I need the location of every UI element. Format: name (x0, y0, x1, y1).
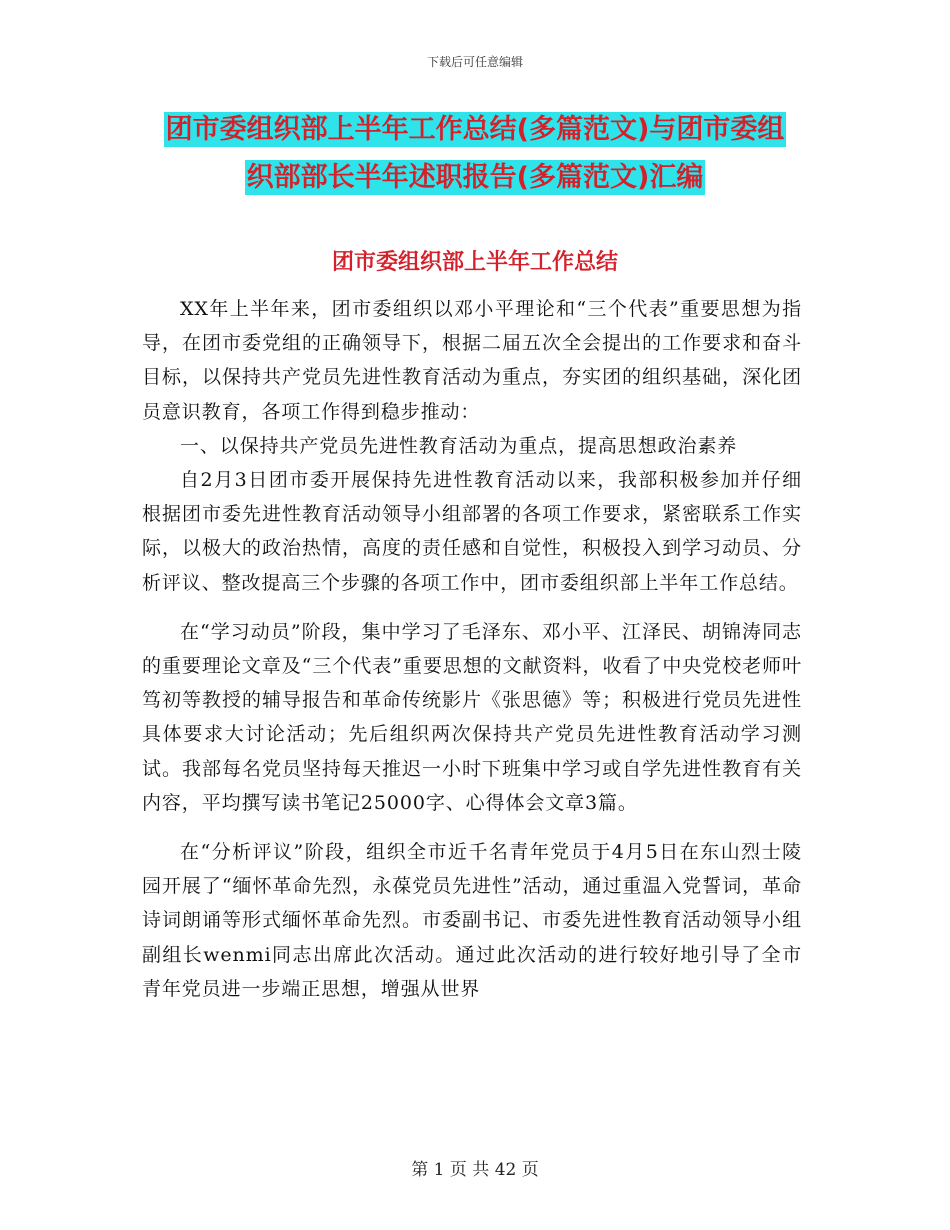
document-title-line-1: 团市委组织部上半年工作总结(多篇范文)与团市委组 (165, 114, 785, 145)
document-title (0, 106, 950, 202)
paragraph-intro: XX年上半年来，团市委组织以邓小平理论和“三个代表”重要思想为指导，在团市委党组的正确领导下，根据二届五次全会提出的工作要求和奋斗目标，以保持共产党员先进性教育活动为重点，夯实团的组织基础，深化团员意识教育，各项工作得到稳步推动： (142, 298, 802, 423)
section-title: 团市委组织部上半年工作总结 (331, 250, 618, 275)
paragraph-review-stage: 在“分析评议”阶段，组织全市近千名青年党员于4月5日在东山烈士陵园开展了“缅怀革命先烈，永葆党员先进性”活动，通过重温入党誓词，革命诗词朗诵等形式缅怀革命先烈。市委副书记、市委先进性教育活动领导小组副组长wenmi同志出席此次活动。通过此次活动的进行较好地引导了全市青年党员进一步端正思想，增强从世界 (142, 841, 802, 1000)
paragraph-study-stage: 在“学习动员”阶段，集中学习了毛泽东、邓小平、江泽民、胡锦涛同志的重要理论文章及“三个代表”重要思想的文献资料，收看了中央党校老师叶笃初等教授的辅导报告和革命传统影片《张思德》等；积极进行党员先进性具体要求大讨论活动；先后组织两次保持共产党员先进性教育活动学习测试。我部每名党员坚持每天推迟一小时下班集中学习或自学先进性教育有关内容，平均撰写读书笔记25000字、心得体会文章3篇。 (142, 620, 802, 814)
paragraph-heading-one: 一、以保持共产党员先进性教育活动为重点，提高思想政治素养 (180, 434, 738, 457)
page-header-note: 下载后可任意编辑 (426, 55, 523, 69)
page-number-footer: 第 1 页 共 42 页 (411, 1160, 539, 1180)
document-body (142, 292, 802, 1006)
document-title-line-2: 织部部长半年述职报告(多篇范文)汇编 (246, 162, 704, 193)
paragraph-activity: 自2月3日团市委开展保持先进性教育活动以来，我部积极参加并仔细根据团市委先进性教育活动领导小组部署的各项工作要求，紧密联系工作实际，以极大的政治热情，高度的责任感和自觉性，积极投入到学习动员、分析评议、整改提高三个步骤的各项工作中，团市委组织部上半年工作总结。 (142, 469, 802, 594)
